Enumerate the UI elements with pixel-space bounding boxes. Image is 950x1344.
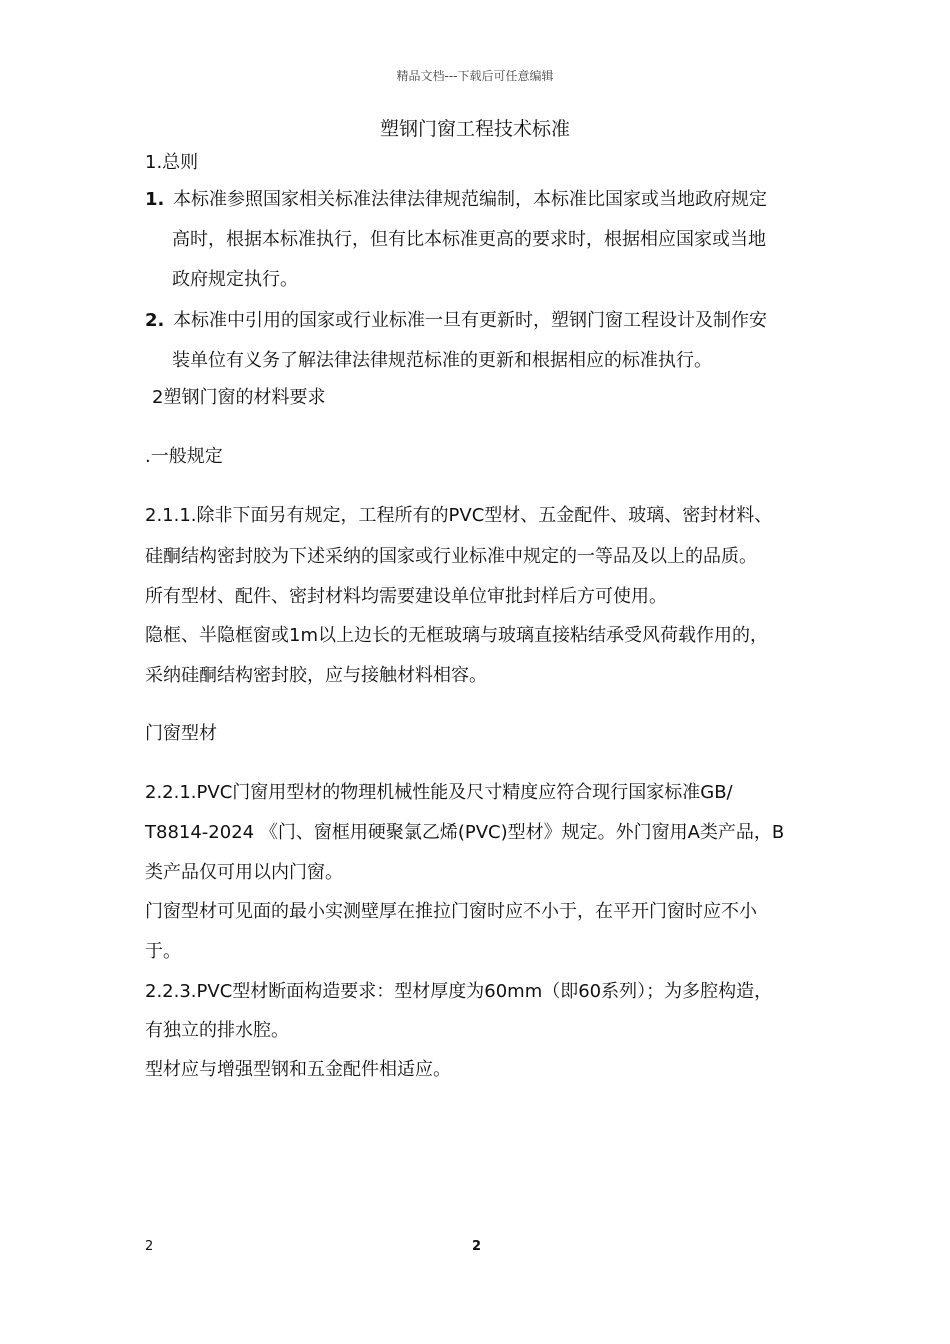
paragraph-line: 型材应与增强型钢和五金配件相适应。 — [145, 1059, 451, 1080]
paragraph-line: 采纳硅酮结构密封胶，应与接触材料相容。 — [145, 665, 487, 686]
list-item-number: 1. — [145, 189, 165, 210]
list-item-1-cont: 高时，根据本标准执行，但有比本标准更高的要求时，根据相应国家或当地 — [172, 229, 766, 250]
paragraph-line: 于。 — [145, 941, 181, 962]
paragraph-line: 类产品仅可用以内门窗。 — [145, 862, 343, 883]
subsection-heading-profiles: 门窗型材 — [145, 723, 217, 744]
paragraph-line: 隐框、半隐框窗或1m以上边长的无框玻璃与玻璃直接粘结承受风荷载作用的， — [145, 625, 768, 646]
paragraph-line: 硅酮结构密封胶为下述采纳的国家或行业标准中规定的一等品及以上的品质。 — [145, 546, 757, 567]
header-note: 精品文档---下载后可任意编辑 — [396, 69, 554, 83]
paragraph-line: 2.1.1.除非下面另有规定，工程所有的PVC型材、五金配件、玻璃、密封材料、 — [145, 505, 773, 526]
footer-page-number-center: 2 — [472, 1239, 482, 1254]
paragraph-line: T8814-2024 《门、窗框用硬聚氯乙烯(PVC)型材》规定。外门窗用A类产品，B — [145, 822, 785, 843]
list-item-number: 2. — [145, 310, 165, 331]
paragraph-line: 2.2.1.PVC门窗用型材的物理机械性能及尺寸精度应符合现行国家标准GB/ — [145, 782, 733, 803]
paragraph-line: 有独立的排水腔。 — [145, 1020, 289, 1041]
list-item-2 — [145, 309, 767, 333]
section1-heading: 1.总则 — [145, 152, 199, 173]
paragraph-line: 门窗型材可见面的最小实测壁厚在推拉门窗时应不小于，在平开门窗时应不小 — [145, 901, 757, 922]
document-title: 塑钢门窗工程技术标准 — [379, 118, 570, 140]
footer-page-number-left: 2 — [145, 1239, 154, 1254]
list-item-1-cont: 政府规定执行。 — [172, 269, 298, 290]
paragraph-line: 所有型材、配件、密封材料均需要建设单位审批封样后方可使用。 — [145, 586, 667, 607]
list-item-text: 本标准参照国家相关标准法律法律规范编制，本标准比国家或当地政府规定 — [173, 189, 767, 210]
list-item-2-cont: 装单位有义务了解法律法律规范标准的更新和根据相应的标准执行。 — [172, 350, 712, 371]
list-item-1 — [145, 188, 767, 212]
section2-heading: 2塑钢门窗的材料要求 — [152, 387, 326, 408]
paragraph-line: 2.2.3.PVC型材断面构造要求：型材厚度为60mm（即60系列）；为多腔构造， — [145, 981, 773, 1002]
subsection-heading-general: .一般规定 — [145, 446, 223, 467]
list-item-text: 本标准中引用的国家或行业标准一旦有更新时，塑钢门窗工程设计及制作安 — [173, 310, 767, 331]
